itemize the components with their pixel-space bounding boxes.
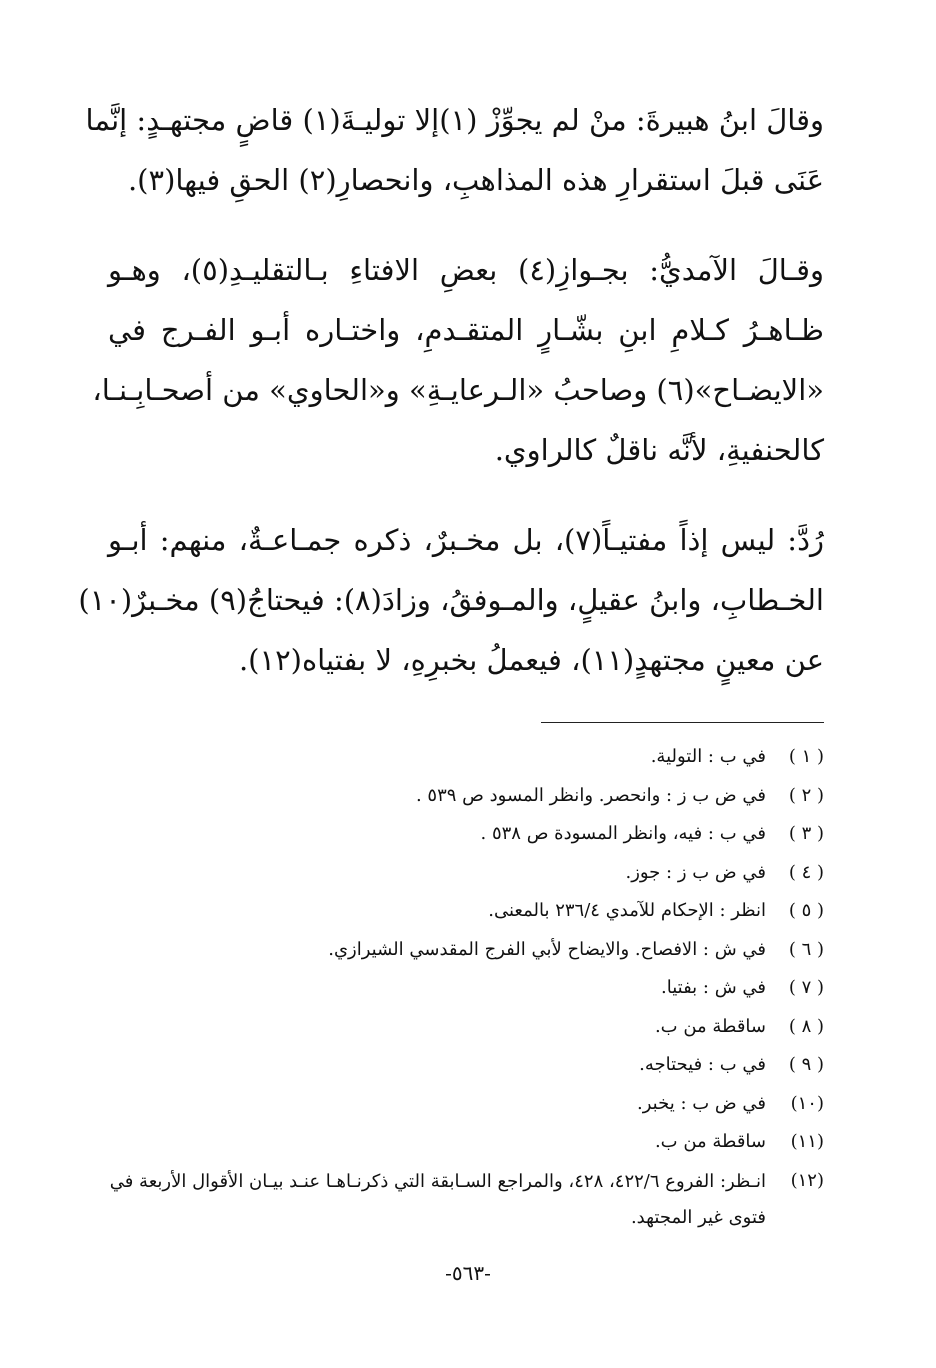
footnote <box>108 969 824 1008</box>
footnote-number: (١٠) <box>790 1092 824 1114</box>
text-line: الخـطابِ، وابنُ عقيلٍ، والمـوفقُ، وزادَ(٨): فيحتاجُ(٩) مخـبرٌ(١٠) <box>78 583 824 617</box>
footnote-number: (١١) <box>790 1131 824 1152</box>
footnote-number: ( ٦ ) <box>788 938 824 960</box>
paragraph-amidi <box>92 240 824 480</box>
text-line: عن معينٍ مجتهدٍ(١١)، فيعملُ بخبرِهِ، لا بفتياه(١٢). <box>238 643 824 677</box>
footnote <box>108 815 824 854</box>
text-line: ظـاهـرُ كـلامِ ابنِ بشّـارٍ المتقـدمِ، واختـاره أبـو الفـرج في <box>108 313 824 347</box>
footnote-number: ( ٧ ) <box>788 977 824 998</box>
footnote-text: انـظر: الفروع ٤٢٢/٦، ٤٢٨، والمراجع السـابقة التي ذكرنـاهـا عنـد بيـان الأقوال الأربعة في فتوى غير المجتهد. <box>109 1170 766 1228</box>
footnote-text: في ب : فيحتاجه. <box>639 1054 766 1075</box>
footnote <box>108 1085 824 1124</box>
footnote-number: ( ٢ ) <box>788 784 824 806</box>
footnote <box>108 777 824 816</box>
footnote <box>108 931 824 970</box>
footnote-text: في ض ب : يخبر. <box>637 1092 766 1114</box>
footnotes-list <box>108 738 824 1236</box>
page-number: -٥٦٣- <box>445 1261 491 1285</box>
footnote-separator <box>541 722 824 723</box>
footnote <box>108 854 824 893</box>
footnote-text: في ب : التولية. <box>650 746 766 767</box>
footnote <box>108 1162 824 1236</box>
footnote-text: في ض ب ز : وانحصر. وانظر المسود ص ٥٣٩ . <box>415 784 766 806</box>
footnote-number: ( ٣ ) <box>788 823 824 844</box>
footnote-number: ( ٩ ) <box>788 1054 824 1075</box>
text-line: وقالَ ابنُ هبيرةَ: منْ لم يجوِّزْ (١)إلا توليـةَ(١) قاضٍ مجتهـدٍ: إنَّما <box>85 103 824 137</box>
footnote-text: انظر : الإحكام للآمدي ٢٣٦/٤ بالمعنى. <box>488 900 766 921</box>
footnote-text: ساقطة من ب. <box>654 1131 766 1152</box>
footnote-number: (١٢) <box>790 1169 824 1191</box>
footnote-text: في ش : بفتيا. <box>661 977 766 998</box>
main-text <box>78 90 824 720</box>
paragraph-ibn-hubayra <box>85 90 824 210</box>
text-line: عَنَى قبلَ استقرارِ هذه المذاهبِ، وانحصارِ(٢) الحقِ فيها(٣). <box>127 163 824 197</box>
footnote-text: في ب : فيه، وانظر المسودة ص ٥٣٨ . <box>480 823 766 844</box>
footnote <box>108 1046 824 1085</box>
footnote <box>108 892 824 931</box>
footnote <box>108 1123 824 1162</box>
text-line: رُدَّ: ليس إذاً مفتيـاً(٧)، بل مخـبرٌ، ذكره جمـاعـةٌ، منهم: أبـو <box>108 523 824 557</box>
footnote <box>108 738 824 777</box>
text-line: وقـالَ الآمديُّ: بجـوازِ(٤) بعضِ الافتاءِ بـالتقليـدِ(٥)، وهـو <box>108 253 824 287</box>
footnote-number: ( ١ ) <box>788 746 824 767</box>
footnote-text: في ش : الافصاح. والايضاح لأبي الفرج المقدسي الشيرازي. <box>328 938 766 960</box>
footnote-text: في ض ب ز : جوز. <box>625 861 766 883</box>
text-line: كالحنفيةِ، لأنَّه ناقلٌ كالراوي. <box>494 433 824 467</box>
text-line: «الايضـاح»(٦) وصاحبُ «الـرعايـةِ» و«الحاوي» من أصحـابِـنـا، <box>92 373 824 407</box>
paragraph-rebuttal <box>78 510 824 690</box>
footnote-number: ( ٨ ) <box>788 1015 824 1037</box>
footnote-text: ساقطة من ب. <box>654 1015 766 1037</box>
footnote-number: ( ٥ ) <box>788 900 824 921</box>
footnote-number: ( ٤ ) <box>788 861 824 883</box>
footnote <box>108 1008 824 1047</box>
